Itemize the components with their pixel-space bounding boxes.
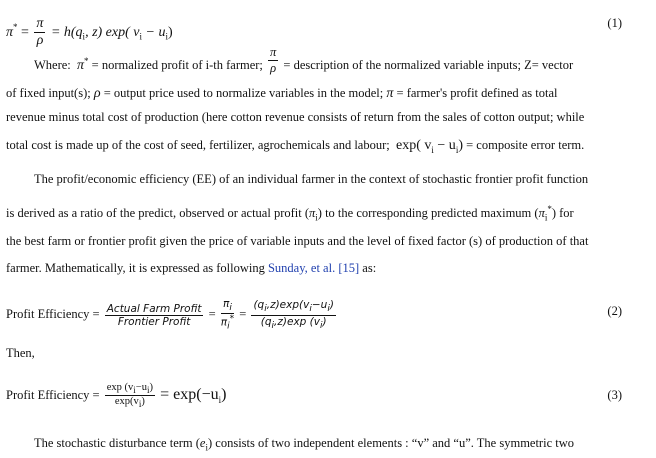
- equation-1: [6, 6, 650, 49]
- where-prefix: Where:: [34, 58, 71, 73]
- p2l2-sup-2: *: [547, 204, 552, 214]
- line4-sub-1: i: [431, 144, 434, 155]
- citation-link[interactable]: Sunday, et al. [15]: [267, 261, 360, 275]
- p2l2-pi-2: π: [538, 206, 545, 221]
- where-text-2: = description of the normalized variable inputs; Z= vector: [283, 58, 574, 73]
- where-line: [34, 46, 650, 80]
- eq2-den-3b: i: [271, 320, 275, 331]
- para2-line-1: The profit/economic efficiency (EE) of an individual farmer in the context of stochastic frontier profit function: [34, 172, 589, 186]
- line2-text-2: = output price used to normalize variables in the model;: [103, 86, 384, 100]
- para2-line-4: [6, 261, 650, 276]
- eq3-num-b: −u: [135, 382, 147, 393]
- eq2-den-3e: ): [322, 315, 327, 328]
- eq1-number: (1): [607, 16, 622, 30]
- eq2-num-3b: i: [264, 304, 267, 315]
- last-sub: i: [205, 442, 208, 453]
- p2l2-sub-2: i: [544, 212, 548, 223]
- eq2-eq-1: =: [208, 307, 216, 322]
- eq2-fraction-1: [105, 303, 204, 328]
- eq2-num-3c: ,z)exp(v: [266, 299, 310, 312]
- eq2-number: (2): [607, 304, 622, 318]
- p2l2-text-3: ) for: [551, 206, 574, 221]
- line4-expr: exp( v: [396, 138, 432, 153]
- eq2-den-2-sub: i: [227, 322, 230, 333]
- where-frac-num: π: [270, 45, 277, 60]
- eq3-rhs-sub: i: [218, 395, 222, 405]
- eq2-den-2-sup: *: [229, 314, 235, 325]
- line2-text-1: of fixed input(s);: [6, 86, 91, 100]
- where-frac-den: ρ: [270, 60, 277, 75]
- eq3-rhs: = exp(−u: [160, 385, 219, 403]
- eq3-rhs-2: ): [221, 385, 227, 403]
- eq2-fraction-3: [251, 299, 335, 331]
- eq1-frac-den: ρ: [36, 33, 44, 49]
- line4-expr-3: ): [458, 138, 463, 153]
- line2-rho: ρ: [93, 86, 101, 101]
- eq2-label: Profit Efficiency =: [6, 307, 100, 322]
- where-pi-sup: *: [84, 56, 89, 66]
- p2l2-sub: i: [315, 212, 318, 223]
- eq3-num-sub-1: i: [133, 385, 136, 396]
- eq3-den-a: exp(v: [114, 396, 139, 408]
- eq2-den-3a: (q: [260, 315, 272, 328]
- line2-text-3: = farmer's profit defined as total: [396, 86, 558, 100]
- final-line: [34, 436, 650, 453]
- eq2-den-1: Frontier Profit: [117, 315, 191, 328]
- equation-3: [6, 376, 650, 412]
- eq1-sub-3: i: [165, 31, 168, 42]
- eq2-eq-2: =: [239, 307, 247, 322]
- eq1-rhs-2: , z) exp( v: [85, 24, 140, 40]
- eq3-den-sub: i: [138, 399, 142, 410]
- eq3-fraction: [105, 382, 155, 410]
- eq2-num-3f: i: [327, 304, 330, 315]
- eq1-sub-2: i: [139, 31, 142, 42]
- line4-sub-2: i: [455, 144, 459, 155]
- where-text-1: = normalized profit of i-th farmer;: [91, 58, 263, 73]
- last-text-2: ) consists of two independent elements : “v” and “u”. The symmetric two: [208, 436, 574, 450]
- eq3-num-a: exp (v: [106, 382, 134, 393]
- eq2-fraction-2: [221, 298, 234, 332]
- p2l2-text-2: ) to the corresponding predicted maximum (: [317, 206, 539, 221]
- line4-text-2: = composite error term.: [466, 138, 585, 152]
- eq1-eq: =: [21, 24, 29, 40]
- eq2-num-3a: (q: [253, 299, 265, 312]
- eq2-num-3d: i: [309, 304, 312, 315]
- eq3-label: Profit Efficiency =: [6, 387, 100, 402]
- p2l4-text-1: farmer. Mathematically, it is expressed as following: [6, 261, 265, 275]
- p2l2-text-1: is derived as a ratio of the predict, observed or actual profit (: [6, 206, 310, 221]
- eq1-lhs: π: [6, 24, 14, 40]
- eq2-num-2: π: [223, 298, 230, 310]
- where-fraction: [268, 45, 278, 75]
- eq1-rhs-4: ): [167, 24, 173, 40]
- body-line-2: [6, 86, 650, 102]
- eq2-den-3d: i: [319, 320, 323, 331]
- eq1-rhs: = h(q: [50, 24, 83, 40]
- eq3-num-c: ): [149, 382, 153, 393]
- then-line: Then,: [6, 346, 35, 360]
- eq3-den-b: ): [141, 396, 145, 408]
- p2l2-pi: π: [309, 206, 316, 221]
- eq2-den-2: π: [220, 316, 228, 329]
- line4-expr-2: − u: [433, 138, 456, 153]
- eq3-num-sub-2: i: [146, 385, 150, 396]
- eq1-rhs-3: − u: [142, 24, 166, 40]
- para2-line-3: the best farm or frontier profit given the price of variable inputs and the level of fixed factor (s) of production of that: [6, 234, 589, 248]
- where-pi: π: [77, 58, 85, 74]
- last-e: e: [199, 436, 206, 450]
- eq3-number: (3): [607, 388, 622, 402]
- body-line-3: revenue minus total cost of production (here cotton revenue consists of return from the sales of cotton output; while: [6, 110, 585, 124]
- eq2-num-2-sub: i: [229, 303, 232, 314]
- body-line-4: [6, 138, 650, 155]
- eq2-num-3e: −u: [311, 299, 328, 312]
- eq1-lhs-sup: *: [13, 22, 18, 33]
- eq2-num-3g: ): [329, 299, 334, 312]
- p2l4-text-2: as:: [362, 261, 377, 275]
- line4-text-1: total cost is made up of the cost of seed, fertilizer, agrochemicals and labour;: [6, 138, 390, 152]
- eq2-num-1: Actual Farm Profit: [106, 302, 202, 315]
- line2-pi: π: [386, 86, 394, 101]
- equation-2: [6, 290, 650, 333]
- eq1-fraction: [34, 16, 45, 49]
- eq1-frac-num: π: [36, 16, 44, 31]
- para2-line-2: [6, 204, 650, 223]
- eq2-den-3c: ,z)exp (v: [274, 315, 320, 328]
- last-text-1: The stochastic disturbance term (: [34, 436, 200, 450]
- eq1-sub-1: i: [82, 31, 86, 42]
